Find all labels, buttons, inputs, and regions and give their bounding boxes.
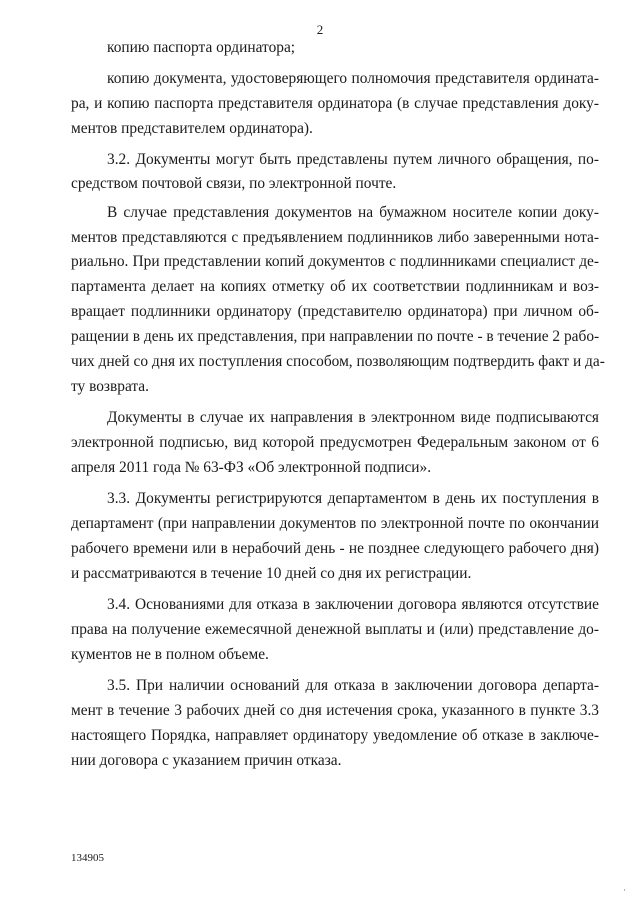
text-line: рабочего времени или в нерабочий день - не позднее следующего рабочего дня) bbox=[71, 540, 599, 557]
text-line: ментов представителем ординатора). bbox=[71, 120, 313, 137]
text-line: вращает подлинники ординатору (представителю ординатора) при личном об- bbox=[71, 303, 599, 320]
text-line: ра, и копию паспорта представителя ординатора (в случае представления доку- bbox=[71, 95, 599, 112]
text-line: 3.3. Документы регистрируются департаментом в день их поступления в bbox=[107, 490, 599, 507]
text-line: кументов не в полном объеме. bbox=[71, 646, 269, 663]
text-line: ментов представляются с предъявлением подлинников либо заверенными нота- bbox=[71, 229, 599, 246]
text-line: апреля 2011 года № 63-ФЗ «Об электронной подписи». bbox=[71, 459, 432, 476]
text-line: электронной подписью, вид которой предусмотрен Федеральным законом от 6 bbox=[71, 434, 599, 451]
text-line: нии договора с указанием причин отказа. bbox=[71, 752, 342, 769]
text-line: чих дней со дня их поступления способом, позволяющим подтвердить факт и да- bbox=[71, 353, 605, 370]
text-line: партамента делает на копиях отметку об их соответствии подлинникам и воз- bbox=[71, 278, 599, 295]
text-line: и рассматриваются в течение 10 дней со дня их регистрации. bbox=[71, 565, 472, 582]
text-line: риально. При представлении копий документов с подлинниками специалист де- bbox=[71, 253, 599, 270]
text-line: Документы в случае их направления в электронном виде подписываются bbox=[107, 409, 599, 426]
corner-mark: · bbox=[623, 885, 626, 895]
text-line: настоящего Порядка, направляет ординатору уведомление об отказе в заключе- bbox=[71, 727, 599, 744]
text-line: права на получение ежемесячной денежной выплаты и (или) представление до- bbox=[71, 621, 599, 638]
text-line: 3.5. При наличии оснований для отказа в заключении договора департа- bbox=[107, 677, 599, 694]
text-line: ращении в день их представления, при направлении по почте - в течение 2 рабо- bbox=[71, 328, 600, 345]
page-number: 2 bbox=[316, 22, 324, 37]
text-line: мент в течение 3 рабочих дней со дня истечения срока, указанного в пункте 3.3 bbox=[71, 702, 599, 719]
text-line: копию паспорта ординатора; bbox=[107, 39, 296, 56]
text-line: 3.4. Основаниями для отказа в заключении договора являются отсутствие bbox=[107, 596, 599, 613]
text-line: ту возврата. bbox=[71, 378, 149, 395]
text-line: В случае представления документов на бумажном носителе копии доку- bbox=[107, 204, 599, 221]
document-code: 134905 bbox=[71, 852, 104, 864]
text-line: копию документа, удостоверяющего полномочия представителя ордината- bbox=[107, 70, 599, 87]
text-line: средством почтовой связи, по электронной почте. bbox=[71, 175, 397, 192]
text-line: департамент (при направлении документов по электронной почте по окончании bbox=[71, 515, 599, 532]
text-line: 3.2. Документы могут быть представлены путем личного обращения, по- bbox=[107, 151, 599, 168]
